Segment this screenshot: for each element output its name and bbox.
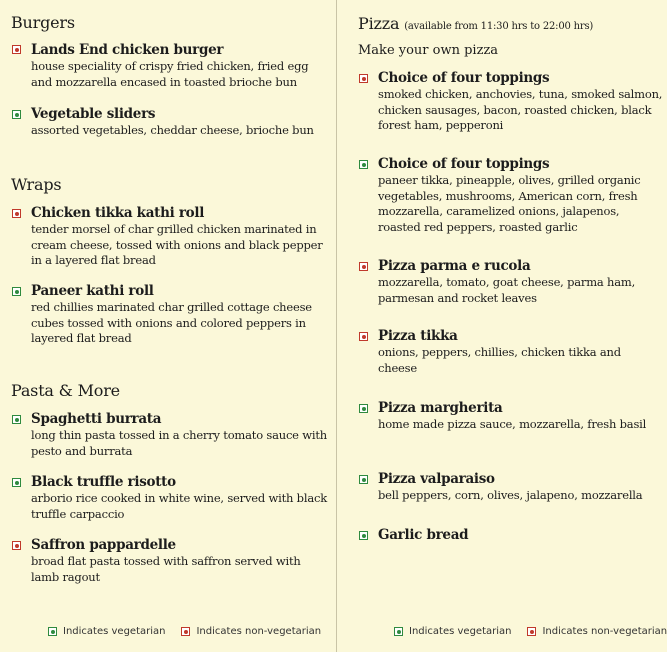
non-veg-indicator-icon — [359, 262, 368, 271]
menu-item-description: assorted vegetables, cheddar cheese, brioche bun — [31, 123, 314, 137]
menu-item-name: Saffron pappardelle — [31, 537, 176, 553]
menu-item-name: Pizza valparaiso — [378, 471, 495, 487]
menu-item-description: tender morsel of char grilled chicken marinated in cream cheese, tossed with onions and black pepper in a layered flat bread — [31, 222, 323, 267]
menu-item-description: broad flat pasta tossed with saffron served with lamb ragout — [31, 554, 301, 584]
non-veg-indicator-icon — [527, 627, 536, 636]
non-veg-indicator-icon — [12, 541, 21, 550]
menu-item-name: Choice of four toppings — [378, 70, 550, 86]
non-veg-indicator-icon — [359, 332, 368, 341]
veg-indicator-icon — [359, 475, 368, 484]
menu-item-name: Choice of four toppings — [378, 156, 550, 172]
legend-nonveg-label: Indicates non-vegetarian — [542, 626, 667, 637]
pizza-heading: Pizza — [358, 14, 400, 33]
menu-item-name: Vegetable sliders — [31, 106, 156, 122]
menu-item-description: arborio rice cooked in white wine, served with black truffle carpaccio — [31, 491, 327, 521]
menu-item-description: red chillies marinated char grilled cottage cheese cubes tossed with onions and colored peppers in layered flat bread — [31, 300, 312, 345]
menu-item-name: Pizza margherita — [378, 400, 503, 416]
section-heading-pizza — [358, 14, 593, 33]
legend-veg-label: Indicates vegetarian — [409, 626, 512, 637]
section-heading-wraps: Wraps — [11, 175, 62, 194]
veg-indicator-icon — [12, 110, 21, 119]
legend-nonveg-label: Indicates non-vegetarian — [196, 626, 322, 637]
menu-item-description: house speciality of crispy fried chicken, fried egg and mozzarella encased in toasted brioche bun — [31, 59, 309, 89]
veg-indicator-icon — [12, 478, 21, 487]
menu-item-description: home made pizza sauce, mozzarella, fresh basil — [378, 417, 647, 431]
menu-item-description: long thin pasta tossed in a cherry tomato sauce with pesto and burrata — [31, 428, 327, 458]
section-heading-pasta: Pasta & More — [11, 381, 120, 400]
menu-item-name: Paneer kathi roll — [31, 283, 154, 299]
veg-indicator-icon — [359, 531, 368, 540]
veg-indicator-icon — [359, 404, 368, 413]
menu-item-name: Garlic bread — [378, 527, 469, 543]
menu-item-description: smoked chicken, anchovies, tuna, smoked salmon, chicken sausages, bacon, roasted chicken, black forest ham, pepperoni — [378, 87, 663, 132]
menu-item-name: Chicken tikka kathi roll — [31, 205, 205, 221]
menu-item-description: onions, peppers, chillies, chicken tikka and cheese — [378, 345, 621, 375]
veg-indicator-icon — [12, 415, 21, 424]
veg-indicator-icon — [48, 627, 57, 636]
menu-item-name: Pizza tikka — [378, 328, 458, 344]
menu-item-description: mozzarella, tomato, goat cheese, parma ham, parmesan and rocket leaves — [378, 275, 636, 305]
non-veg-indicator-icon — [12, 209, 21, 218]
menu-item-name: Spaghetti burrata — [31, 411, 162, 427]
section-heading-burgers: Burgers — [11, 13, 75, 32]
column-divider — [336, 0, 337, 652]
pizza-availability-note: (available from 11:30 hrs to 22:00 hrs) — [404, 21, 594, 32]
veg-indicator-icon — [359, 160, 368, 169]
menu-item-description: paneer tikka, pineapple, olives, grilled organic vegetables, mushrooms, American corn, fresh mozzarella, caramelized onions, jalapenos, roasted red peppers, roasted garlic — [378, 173, 641, 234]
non-veg-indicator-icon — [359, 74, 368, 83]
legend-left — [48, 626, 321, 637]
veg-indicator-icon — [394, 627, 403, 636]
legend-veg-label: Indicates vegetarian — [63, 626, 166, 637]
menu-item-name: Lands End chicken burger — [31, 42, 224, 58]
non-veg-indicator-icon — [181, 627, 190, 636]
pizza-subheading: Make your own pizza — [358, 43, 499, 58]
non-veg-indicator-icon — [12, 45, 21, 54]
veg-indicator-icon — [12, 287, 21, 296]
menu-item-description: bell peppers, corn, olives, jalapeno, mozzarella — [378, 488, 643, 502]
menu-item-name: Black truffle risotto — [31, 474, 176, 490]
legend-right — [394, 626, 667, 637]
menu-item-name: Pizza parma e rucola — [378, 258, 531, 274]
